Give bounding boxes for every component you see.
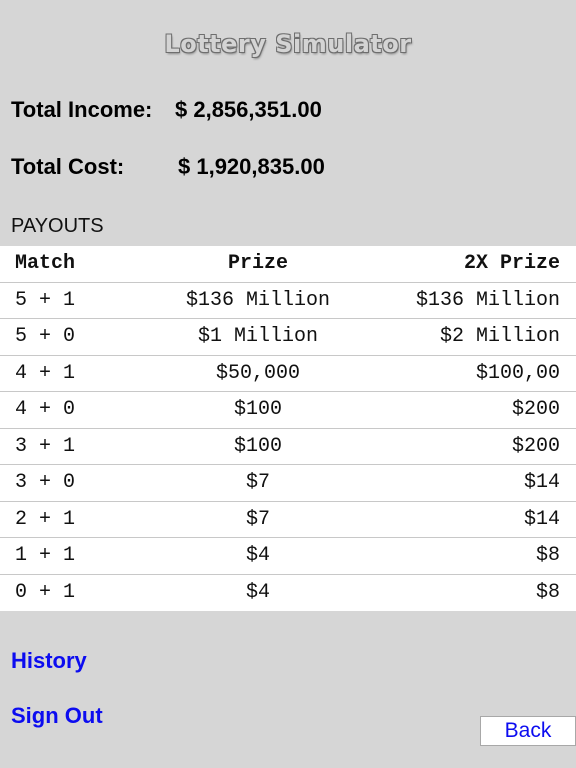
- match-cell: 0 + 1: [15, 580, 76, 604]
- sign-out-link[interactable]: Sign Out: [11, 703, 103, 728]
- payouts-table: [0, 246, 576, 611]
- match-cell: 3 + 0: [15, 471, 76, 494]
- table-row: [0, 538, 576, 575]
- table-row: [0, 319, 576, 356]
- prize-cell: $7: [245, 507, 270, 531]
- prize-cell: $100: [233, 434, 282, 458]
- double-prize-cell: $100,00: [475, 361, 560, 385]
- prize-cell: $7: [245, 471, 270, 494]
- table-row: [0, 429, 576, 466]
- prize-cell: $1 Million: [197, 325, 319, 348]
- match-cell: 3 + 1: [15, 434, 76, 458]
- table-row: [0, 465, 576, 502]
- prize-cell: $50,000: [215, 361, 300, 385]
- table-row: [0, 502, 576, 539]
- column-header-prize: Prize: [227, 252, 288, 275]
- total-cost-label: Total Cost:: [11, 154, 125, 179]
- match-cell: 1 + 1: [15, 544, 76, 567]
- double-prize-cell: $14: [523, 471, 560, 494]
- match-cell: 4 + 1: [15, 361, 76, 385]
- double-prize-cell: $8: [535, 544, 560, 567]
- match-cell: 2 + 1: [15, 507, 76, 531]
- total-income-label: Total Income:: [11, 97, 153, 122]
- column-header-match: Match: [15, 252, 76, 275]
- match-cell: 5 + 0: [15, 325, 76, 348]
- double-prize-cell: $200: [511, 434, 560, 458]
- column-header-2x-prize: 2X Prize: [463, 252, 560, 275]
- table-row: [0, 283, 576, 320]
- total-income-value: $ 2,856,351.00: [175, 97, 322, 122]
- table-row: [0, 575, 576, 612]
- double-prize-cell: $14: [523, 507, 560, 531]
- prize-cell: $4: [245, 580, 270, 604]
- match-cell: 4 + 0: [15, 398, 76, 421]
- double-prize-cell: $200: [511, 398, 560, 421]
- prize-cell: $4: [245, 544, 270, 567]
- prize-cell: $136 Million: [185, 288, 331, 312]
- double-prize-cell: $8: [535, 580, 560, 604]
- prize-cell: $100: [233, 398, 282, 421]
- history-link[interactable]: History: [11, 648, 87, 673]
- table-row: [0, 356, 576, 393]
- table-row: [0, 392, 576, 429]
- payouts-heading: PAYOUTS: [11, 215, 104, 237]
- table-header-row: [0, 246, 576, 283]
- double-prize-cell: $2 Million: [439, 325, 560, 348]
- match-cell: 5 + 1: [15, 288, 76, 312]
- app-title: Lottery Simulator: [164, 30, 412, 58]
- back-button[interactable]: Back: [480, 716, 576, 746]
- total-cost-value: $ 1,920,835.00: [178, 154, 325, 179]
- double-prize-cell: $136 Million: [415, 288, 560, 312]
